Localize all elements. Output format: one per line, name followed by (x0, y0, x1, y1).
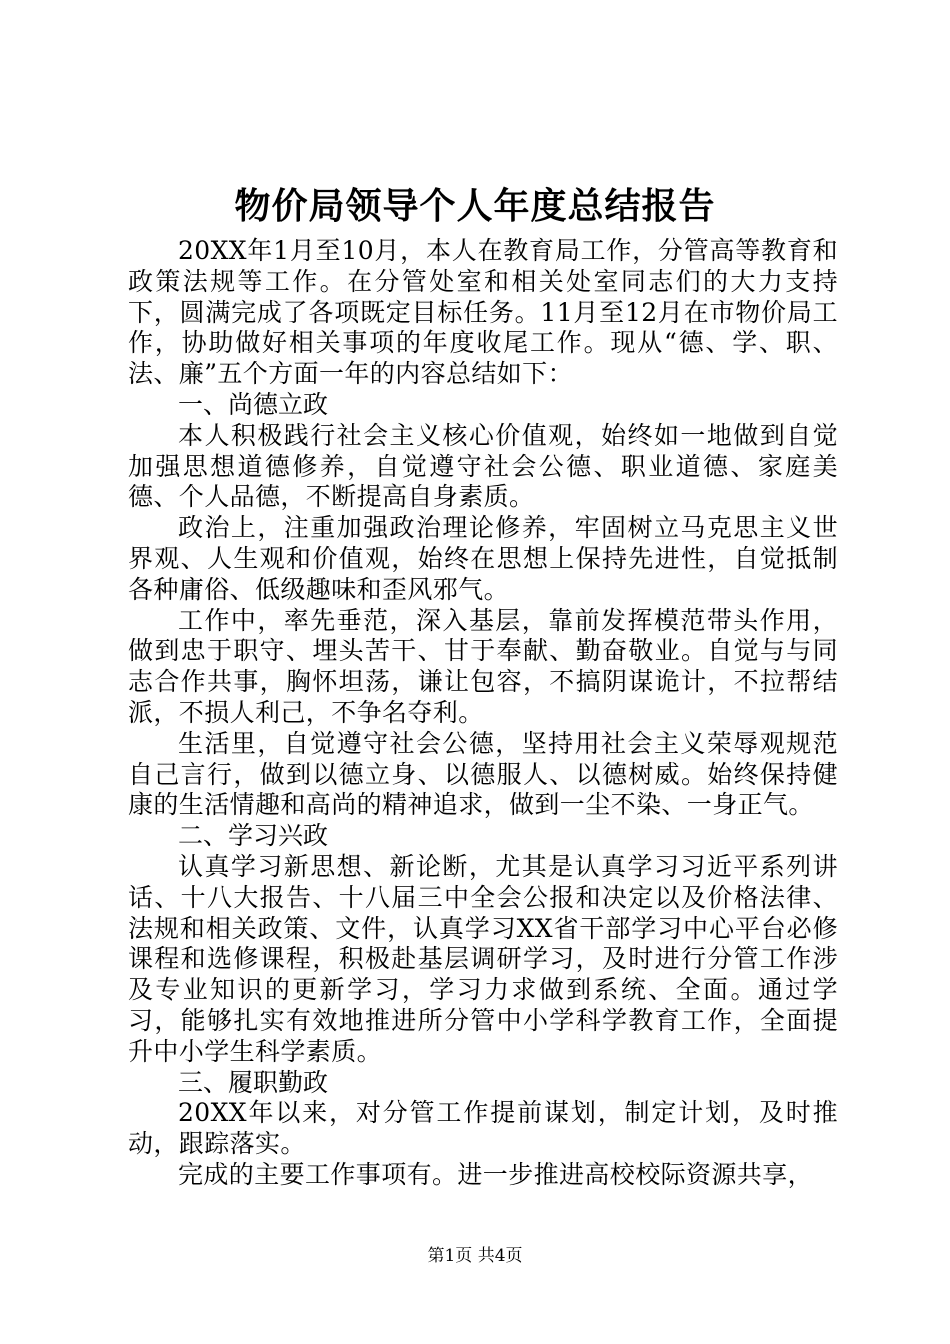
document-title: 物价局领导个人年度总结报告 (234, 185, 716, 227)
paragraph-morality: 本人积极践行社会主义核心价值观，始终如一地做到自觉加强思想道德修养，自觉遵守社会公德、职业道德、家庭美德、个人品德，不断提高自身素质。 (128, 420, 838, 512)
paragraph-politics: 政治上，注重加强政治理论修养，牢固树立马克思主义世界观、人生观和价值观，始终在思想上保持先进性，自觉抵制各种庸俗、低级趣味和歪风邪气。 (128, 513, 838, 604)
paragraph-study: 认真学习新思想、新论断，尤其是认真学习习近平系列讲话、十八大报告、十八届三中全会公报和决定以及价格法律、法规和相关政策、文件，认真学习XX省干部学习中心平台必修课程和选修课程，积极赴基层调研学习，及时进行分管工作涉及专业知识的更新学习，学习力求做到系统、全面。通过学习，能够扎实有效地推进所分管中小学科学教育工作，全面提升中小学生科学素质。 (128, 851, 838, 1066)
section-heading-2: 二、学习兴政 (178, 821, 329, 851)
paragraph-tasks: 完成的主要工作事项有。进一步推进高校校际资源共享， (178, 1159, 814, 1189)
section-heading-3: 三、履职勤政 (178, 1067, 329, 1097)
paragraph-life: 生活里，自觉遵守社会公德，坚持用社会主义荣辱观规范自己言行，做到以德立身、以德服人、以德树威。始终保持健康的生活情趣和高尚的精神追求，做到一尘不染、一身正气。 (128, 728, 838, 820)
paragraph-planning: 20XX年以来，对分管工作提前谋划，制定计划，及时推动，跟踪落实。 (128, 1098, 838, 1159)
intro-paragraph: 20XX年1月至10月，本人在教育局工作，分管高等教育和政策法规等工作。在分管处室和相关处室同志们的大力支持下，圆满完成了各项既定目标任务。11月至12月在市物价局工作，协助做好相关事项的年度收尾工作。现从“德、学、职、法、廉”五个方面一年的内容总结如下： (128, 236, 838, 389)
section-heading-1: 一、尚德立政 (178, 389, 329, 419)
page-number-footer: 第1页 共4页 (427, 1246, 523, 1266)
document-body (128, 236, 838, 1191)
paragraph-work: 工作中，率先垂范，深入基层，靠前发挥模范带头作用，做到忠于职守、埋头苦干、甘于奉献、勤奋敬业。自觉与与同志合作共事，胸怀坦荡，谦让包容，不搞阴谋诡计，不拉帮结派，不损人利己，不争名夺利。 (128, 605, 838, 727)
